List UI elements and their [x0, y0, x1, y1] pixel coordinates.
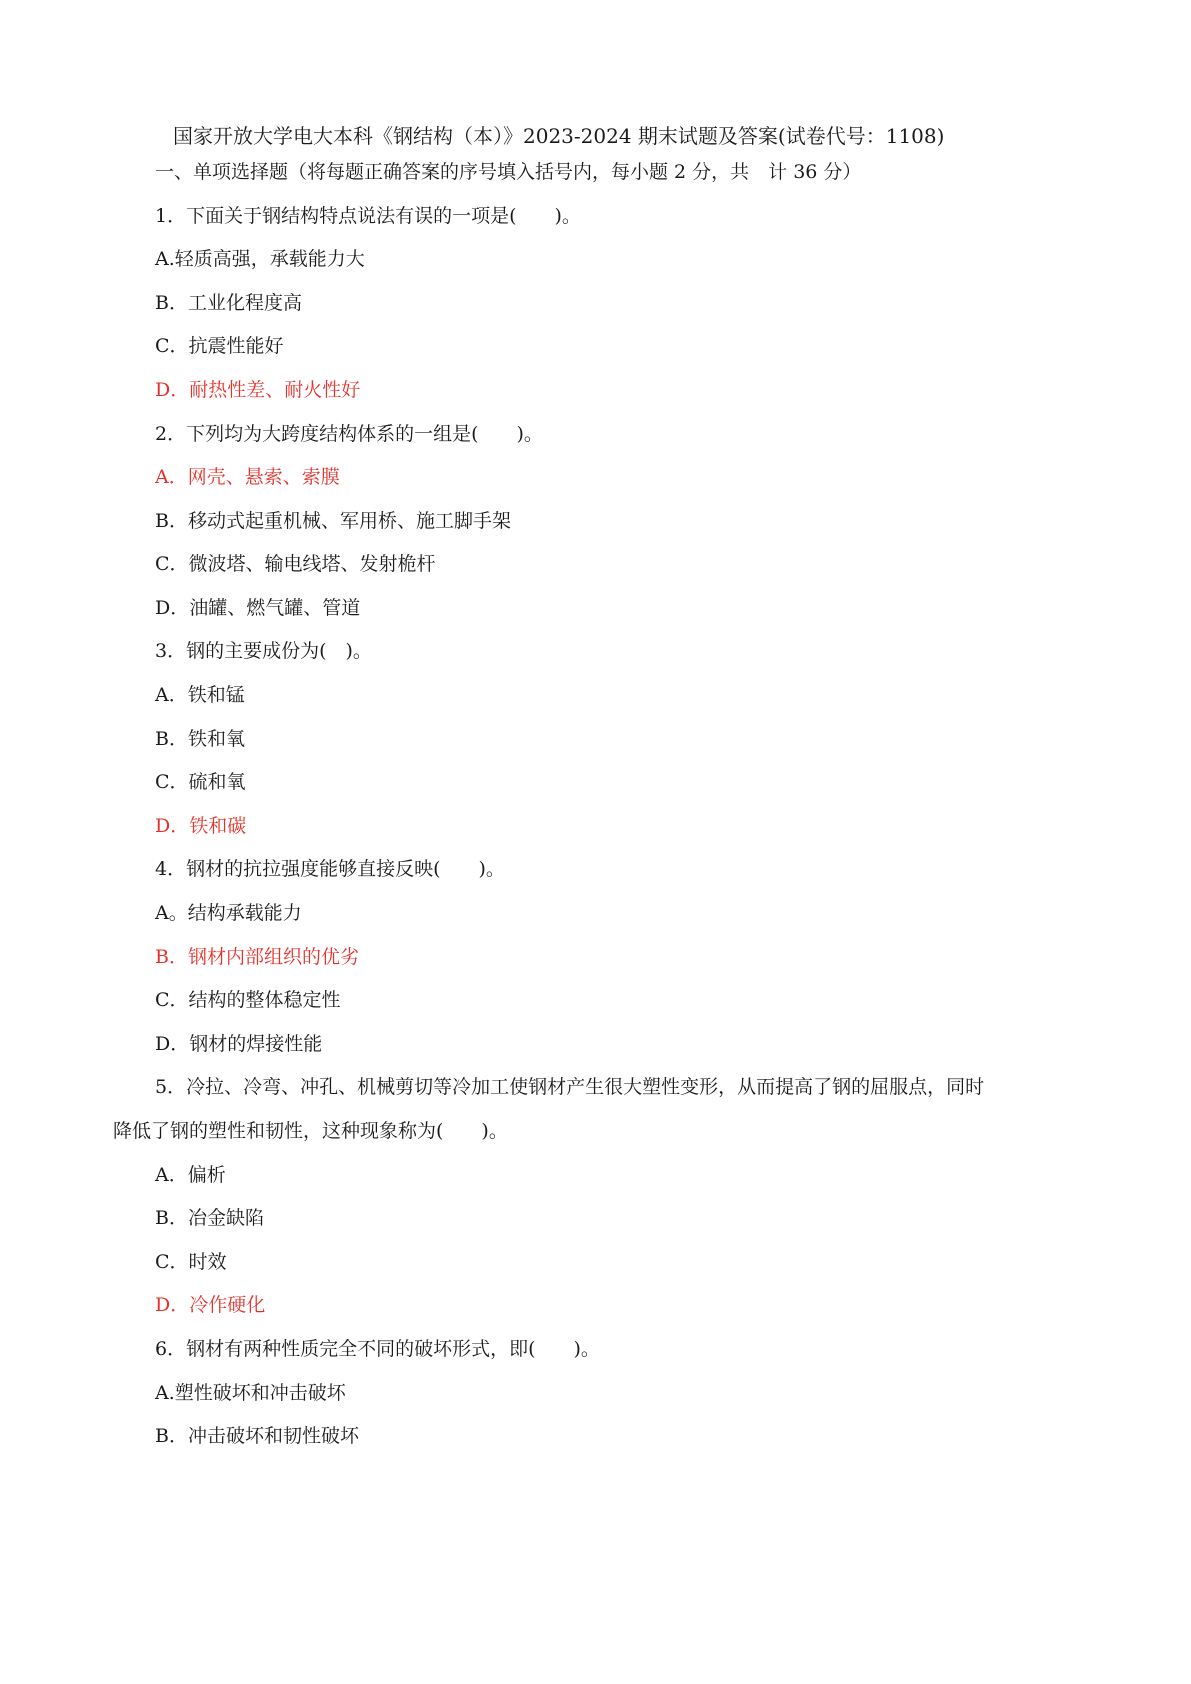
question-5-option-d-answer: D．冷作硬化 — [155, 1294, 266, 1316]
question-2-stem: 2．下列均为大跨度结构体系的一组是( )。 — [155, 423, 543, 445]
question-4-stem: 4．钢材的抗拉强度能够直接反映( )。 — [155, 858, 505, 880]
question-5-option-b: B．冶金缺陷 — [155, 1207, 264, 1229]
question-2-option-c: C．微波塔、输电线塔、发射桅杆 — [155, 553, 436, 575]
question-5-stem: 5．冷拉、冷弯、冲孔、机械剪切等冷加工使钢材产生很大塑性变形，从而提高了钢的屈服点，同时 — [155, 1076, 985, 1098]
question-6-stem: 6．钢材有两种性质完全不同的破坏形式，即( )。 — [155, 1338, 600, 1360]
question-1-option-b: B．工业化程度高 — [155, 292, 302, 314]
question-5-option-a: A．偏析 — [155, 1164, 226, 1186]
question-6-option-a: A.塑性破坏和冲击破坏 — [155, 1382, 346, 1404]
question-2-option-b: B．移动式起重机械、军用桥、施工脚手架 — [155, 510, 511, 532]
question-1-option-c: C．抗震性能好 — [155, 335, 284, 357]
question-5-stem-continuation: 降低了钢的塑性和韧性，这种现象称为( )。 — [113, 1120, 508, 1142]
question-4-option-a: A。结构承载能力 — [155, 902, 302, 924]
question-3-option-d-answer: D．铁和碳 — [155, 815, 247, 837]
question-4-option-d: D．钢材的焊接性能 — [155, 1033, 323, 1055]
question-4-option-b-answer: B．钢材内部组织的优劣 — [155, 946, 359, 968]
question-4-option-c: C．结构的整体稳定性 — [155, 989, 341, 1011]
question-3-stem: 3．钢的主要成份为( )。 — [155, 640, 372, 662]
question-3-option-c: C．硫和氧 — [155, 771, 246, 793]
question-1-option-d-answer: D．耐热性差、耐火性好 — [155, 379, 361, 401]
question-5-option-c: C．时效 — [155, 1251, 227, 1273]
question-3-option-b: B．铁和氧 — [155, 728, 245, 750]
question-2-option-a-answer: A．网壳、悬索、索膜 — [155, 466, 340, 488]
section-heading: 一、单项选择题（将每题正确答案的序号填入括号内，每小题 2 分，共 计 36 分） — [155, 161, 862, 183]
question-3-option-a: A．铁和锰 — [155, 684, 245, 706]
question-2-option-d: D．油罐、燃气罐、管道 — [155, 597, 361, 619]
document-title: 国家开放大学电大本科《钢结构（本）》2023-2024 期末试题及答案(试卷代号：1108) — [173, 124, 945, 148]
question-1-option-a: A.轻质高强，承载能力大 — [155, 248, 365, 270]
question-6-option-b: B．冲击破坏和韧性破坏 — [155, 1425, 359, 1447]
question-1-stem: 1．下面关于钢结构特点说法有误的一项是( )。 — [155, 205, 581, 227]
